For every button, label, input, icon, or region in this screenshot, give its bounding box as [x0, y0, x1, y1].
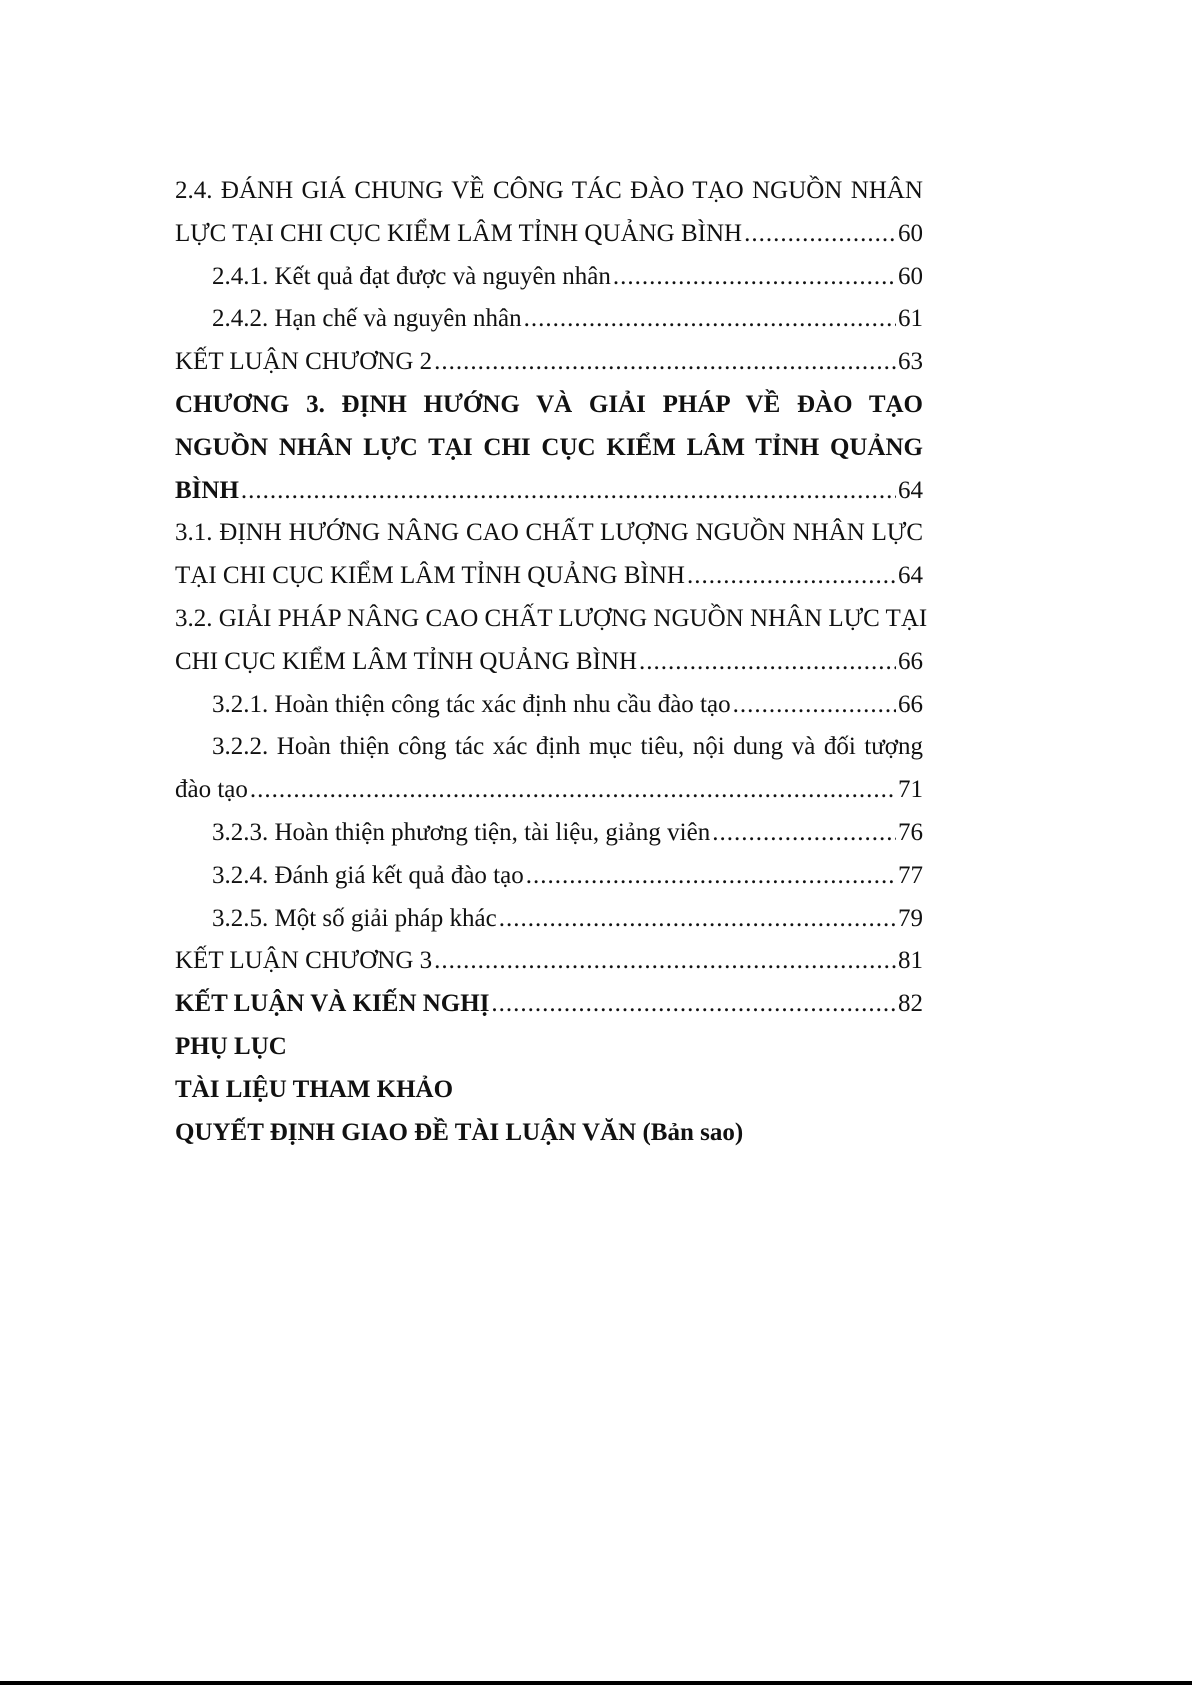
dot-leader — [712, 812, 896, 855]
dot-leader — [434, 940, 896, 983]
toc-entry-page: 61 — [898, 305, 923, 333]
dot-leader — [744, 213, 896, 256]
toc-entry: NGUỒN NHÂN LỰC TẠI CHI CỤC KIỂM LÂM TỈNH QUẢNG — [175, 433, 923, 461]
dot-leader — [241, 470, 896, 513]
toc-entry — [175, 470, 923, 513]
dot-leader — [499, 898, 896, 941]
toc-entry: 3.2. GIẢI PHÁP NÂNG CAO CHẤT LƯỢNG NGUỒN NHÂN LỰC TẠI — [175, 604, 928, 632]
toc-entry — [175, 940, 923, 983]
toc-entry — [175, 812, 923, 855]
toc-entry-title: 3.2.4. Đánh giá kết quả đào tạo — [212, 861, 524, 889]
toc-entry-page: 66 — [898, 690, 923, 718]
toc-entry-title: TẠI CHI CỤC KIỂM LÂM TỈNH QUẢNG BÌNH — [175, 562, 685, 590]
toc-entry-page: 81 — [898, 947, 923, 975]
toc-entry-title: 3.2.1. Hoàn thiện công tác xác định nhu cầu đào tạo — [212, 690, 731, 718]
dot-leader — [524, 298, 896, 341]
toc-entry — [175, 341, 923, 384]
toc-entry — [175, 898, 923, 941]
toc-entry: 2.4. ĐÁNH GIÁ CHUNG VỀ CÔNG TÁC ĐÀO TẠO NGUỒN NHÂN — [175, 177, 923, 204]
toc-entry: CHƯƠNG 3. ĐỊNH HƯỚNG VÀ GIẢI PHÁP VỀ ĐÀO TẠO — [175, 390, 923, 418]
toc-entry-title: KẾT LUẬN CHƯƠNG 2 — [175, 348, 433, 376]
bottom-rule — [0, 1681, 1192, 1685]
toc-entry: 3.2.2. Hoàn thiện công tác xác định mục tiêu, nội dung và đối tượng — [212, 733, 923, 761]
dot-leader — [687, 555, 896, 598]
toc-entry-page: 64 — [898, 562, 923, 590]
toc-entry — [175, 641, 923, 684]
dot-leader — [526, 855, 896, 898]
dot-leader — [639, 641, 896, 684]
toc-entry-page: 60 — [898, 219, 923, 247]
toc-entry — [175, 684, 923, 727]
dot-leader — [491, 983, 896, 1026]
toc-entry — [175, 555, 923, 598]
toc-entry-title: 2.4.1. Kết quả đạt được và nguyên nhân — [212, 262, 611, 290]
toc-entry-title: LỰC TẠI CHI CỤC KIỂM LÂM TỈNH QUẢNG BÌNH — [175, 219, 743, 247]
toc-entry: QUYẾT ĐỊNH GIAO ĐỀ TÀI LUẬN VĂN (Bản sao) — [175, 1118, 744, 1146]
toc-entry — [175, 855, 923, 898]
toc-entry-title: 2.4.2. Hạn chế và nguyên nhân — [212, 305, 522, 333]
toc-entry-title: KẾT LUẬN VÀ KIẾN NGHỊ — [175, 990, 490, 1018]
toc-entry — [175, 769, 923, 812]
dot-leader — [250, 769, 896, 812]
toc-entry-title: 3.2.5. Một số giải pháp khác — [212, 904, 497, 932]
toc-entry — [175, 298, 923, 341]
toc-entry — [175, 983, 923, 1026]
toc-entry-page: 82 — [898, 990, 923, 1018]
dot-leader — [733, 684, 896, 727]
dot-leader — [613, 256, 896, 299]
toc-entry-title: 3.2.3. Hoàn thiện phương tiện, tài liệu, giảng viên — [212, 818, 711, 846]
dot-leader — [434, 341, 896, 384]
toc-entry: TÀI LIỆU THAM KHẢO — [175, 1075, 454, 1103]
toc-entry-page: 79 — [898, 904, 923, 932]
toc-entry-page: 71 — [898, 776, 923, 804]
toc-entry-title: BÌNH — [175, 476, 239, 504]
toc-entry-page: 77 — [898, 861, 923, 889]
table-of-contents — [175, 170, 928, 1154]
toc-entry-title: CHI CỤC KIỂM LÂM TỈNH QUẢNG BÌNH — [175, 647, 638, 675]
toc-entry-page: 60 — [898, 262, 923, 290]
toc-entry — [175, 213, 923, 256]
toc-entry: PHỤ LỤC — [175, 1032, 287, 1060]
toc-entry-page: 63 — [898, 348, 923, 376]
toc-entry-page: 64 — [898, 476, 923, 504]
toc-entry-page: 66 — [898, 647, 923, 675]
toc-entry-title: KẾT LUẬN CHƯƠNG 3 — [175, 947, 433, 975]
toc-entry — [175, 256, 923, 299]
toc-entry: 3.1. ĐỊNH HƯỚNG NÂNG CAO CHẤT LƯỢNG NGUỒN NHÂN LỰC — [175, 519, 923, 547]
toc-entry-title: đào tạo — [175, 776, 248, 804]
toc-entry-page: 76 — [898, 818, 923, 846]
